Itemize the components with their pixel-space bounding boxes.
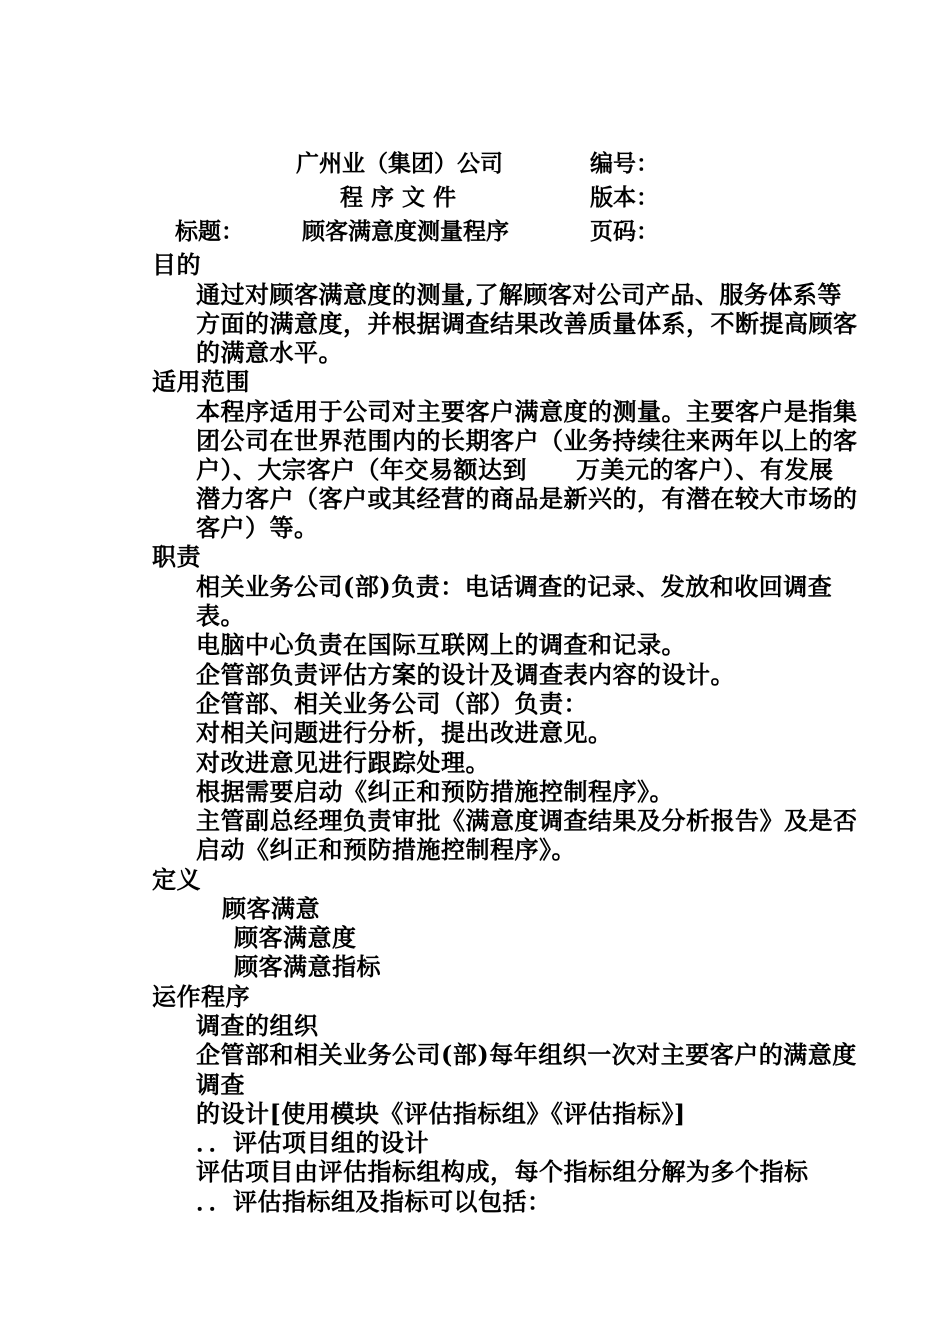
- scope-line: 户）、大宗客户（年交易额达到 万美元的客户）、有发展: [196, 455, 834, 484]
- section-heading-scope: 适用范围: [152, 367, 250, 396]
- company-name: 广州业（集团）公司: [296, 150, 503, 177]
- definition-item: 顾客满意指标: [234, 952, 381, 981]
- scope-line: 客户）等。: [196, 513, 319, 542]
- purpose-line: 通过对顾客满意度的测量,了解顾客对公司产品、服务体系等: [196, 280, 842, 309]
- duties-line: 企管部负责评估方案的设计及调查表内容的设计。: [196, 660, 735, 689]
- duties-line: 电脑中心负责在国际互联网上的调查和记录。: [196, 630, 686, 659]
- version-label: 版本：: [590, 184, 659, 211]
- number-label: 编号：: [590, 150, 659, 177]
- section-heading-purpose: 目的: [152, 250, 201, 279]
- operation-line: 调查: [196, 1070, 245, 1099]
- operation-line: 企管部和相关业务公司(部)每年组织一次对主要客户的满意度: [196, 1040, 857, 1069]
- definition-item: 顾客满意: [222, 894, 320, 923]
- operation-line: 评估项目由评估指标组构成，每个指标组分解为多个指标: [196, 1157, 809, 1186]
- document-type: 程 序 文 件: [340, 184, 457, 211]
- purpose-line: 的满意水平。: [196, 338, 343, 367]
- duties-line: 相关业务公司(部)负责：电话调查的记录、发放和收回调查: [196, 572, 833, 601]
- duties-line: 启动《纠正和预防措施控制程序》。: [196, 835, 576, 864]
- definition-item: 顾客满意度: [234, 923, 357, 952]
- section-heading-definitions: 定义: [152, 865, 201, 894]
- operation-line: ．．评估指标组及指标可以包括：: [196, 1187, 552, 1216]
- page-label: 页码：: [590, 218, 659, 245]
- scope-line: 本程序适用于公司对主要客户满意度的测量。主要客户是指集: [196, 397, 858, 426]
- purpose-line: 方面的满意度，并根据调查结果改善质量体系，不断提高顾客: [196, 309, 858, 338]
- duties-line: 对相关问题进行分析，提出改进意见。: [196, 718, 613, 747]
- duties-line: 主管副总经理负责审批《满意度调查结果及分析报告》及是否: [196, 806, 858, 835]
- section-heading-duties: 职责: [152, 542, 201, 571]
- duties-line: 对改进意见进行跟踪处理。: [196, 748, 490, 777]
- duties-line: 根据需要启动《纠正和预防措施控制程序》。: [196, 777, 674, 806]
- document-title: 顾客满意度测量程序: [302, 218, 509, 245]
- operation-line: 的设计[使用模块《评估指标组》《评估指标》]: [196, 1099, 686, 1128]
- scope-line: 团公司在世界范围内的长期客户（业务持续往来两年以上的客: [196, 426, 858, 455]
- title-label: 标题：: [175, 218, 244, 245]
- section-heading-operation: 运作程序: [152, 982, 250, 1011]
- scope-line: 潜力客户（客户或其经营的商品是新兴的，有潜在较大市场的: [196, 484, 858, 513]
- duties-line: 表。: [196, 601, 245, 630]
- operation-line: ．．评估项目组的设计: [196, 1128, 429, 1157]
- operation-line: 调查的组织: [196, 1011, 319, 1040]
- duties-line: 企管部、相关业务公司（部）负责：: [196, 689, 588, 718]
